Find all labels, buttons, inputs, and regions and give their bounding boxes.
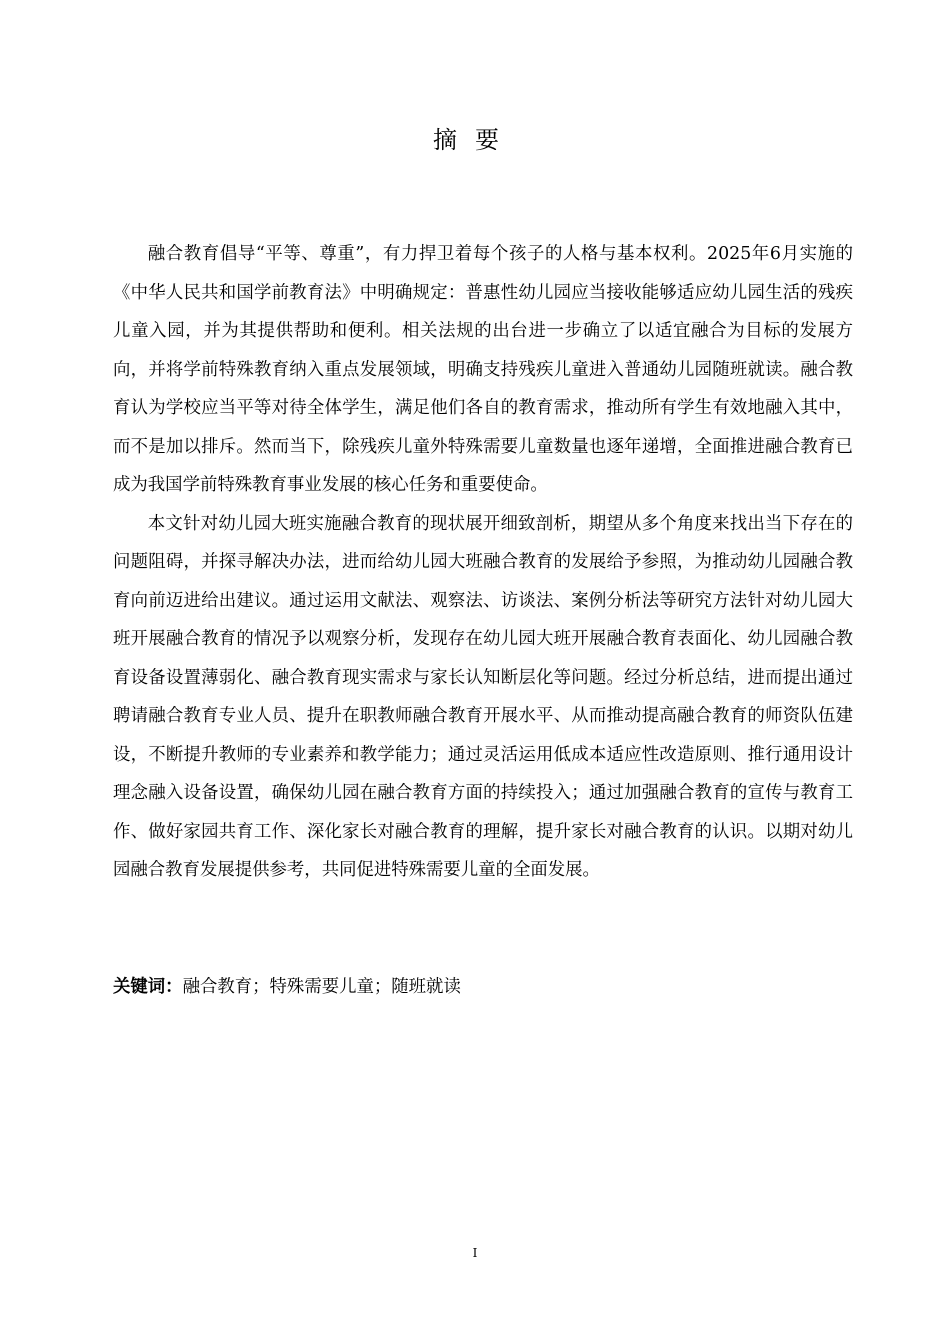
keywords-list: 融合教育；特殊需要儿童；随班就读 <box>182 977 461 997</box>
abstract-title: 摘要 <box>433 126 517 154</box>
page-number: I <box>472 1246 478 1260</box>
abstract-body <box>113 235 853 890</box>
abstract-paragraph-2: 本文针对幼儿园大班实施融合教育的现状展开细致剖析，期望从多个角度来找出当下存在的问题阻碍，并探寻解决办法，进而给幼儿园大班融合教育的发展给予参照，为推动幼儿园融合教育向前迈进给出建议。通过运用文献法、观察法、访谈法、案例分析法等研究方法针对幼儿园大班开展融合教育的情况予以观察分析，发现存在幼儿园大班开展融合教育表面化、幼儿园融合教育设备设置薄弱化、融合教育现实需求与家长认知断层化等问题。经过分析总结，进而提出通过聘请融合教育专业人员、提升在职教师融合教育开展水平、从而推动提高融合教育的师资队伍建设，不断提升教师的专业素养和教学能力；通过灵活运用低成本适应性改造原则、推行通用设计理念融入设备设置，确保幼儿园在融合教育方面的持续投入；通过加强融合教育的宣传与教育工作、做好家园共育工作、深化家长对融合教育的理解，提升家长对融合教育的认识。以期对幼儿园融合教育发展提供参考，共同促进特殊需要儿童的全面发展。 <box>113 513 853 880</box>
keywords-line <box>113 968 853 1006</box>
keywords-label: 关键词： <box>113 977 183 997</box>
abstract-paragraph-1: 融合教育倡导“平等、尊重”，有力捍卫着每个孩子的人格与基本权利。2025年6月实施的《中华人民共和国学前教育法》中明确规定：普惠性幼儿园应当接收能够适应幼儿园生活的残疾儿童入园，并为其提供帮助和便利。相关法规的出台进一步确立了以适宜融合为目标的发展方向，并将学前特殊教育纳入重点发展领域，明确支持残疾儿童进入普通幼儿园随班就读。融合教育认为学校应当平等对待全体学生，满足他们各自的教育需求，推动所有学生有效地融入其中，而不是加以排斥。然而当下，除残疾儿童外特殊需要儿童数量也逐年递增，全面推进融合教育已成为我国学前特殊教育事业发展的核心任务和重要使命。 <box>113 244 853 495</box>
